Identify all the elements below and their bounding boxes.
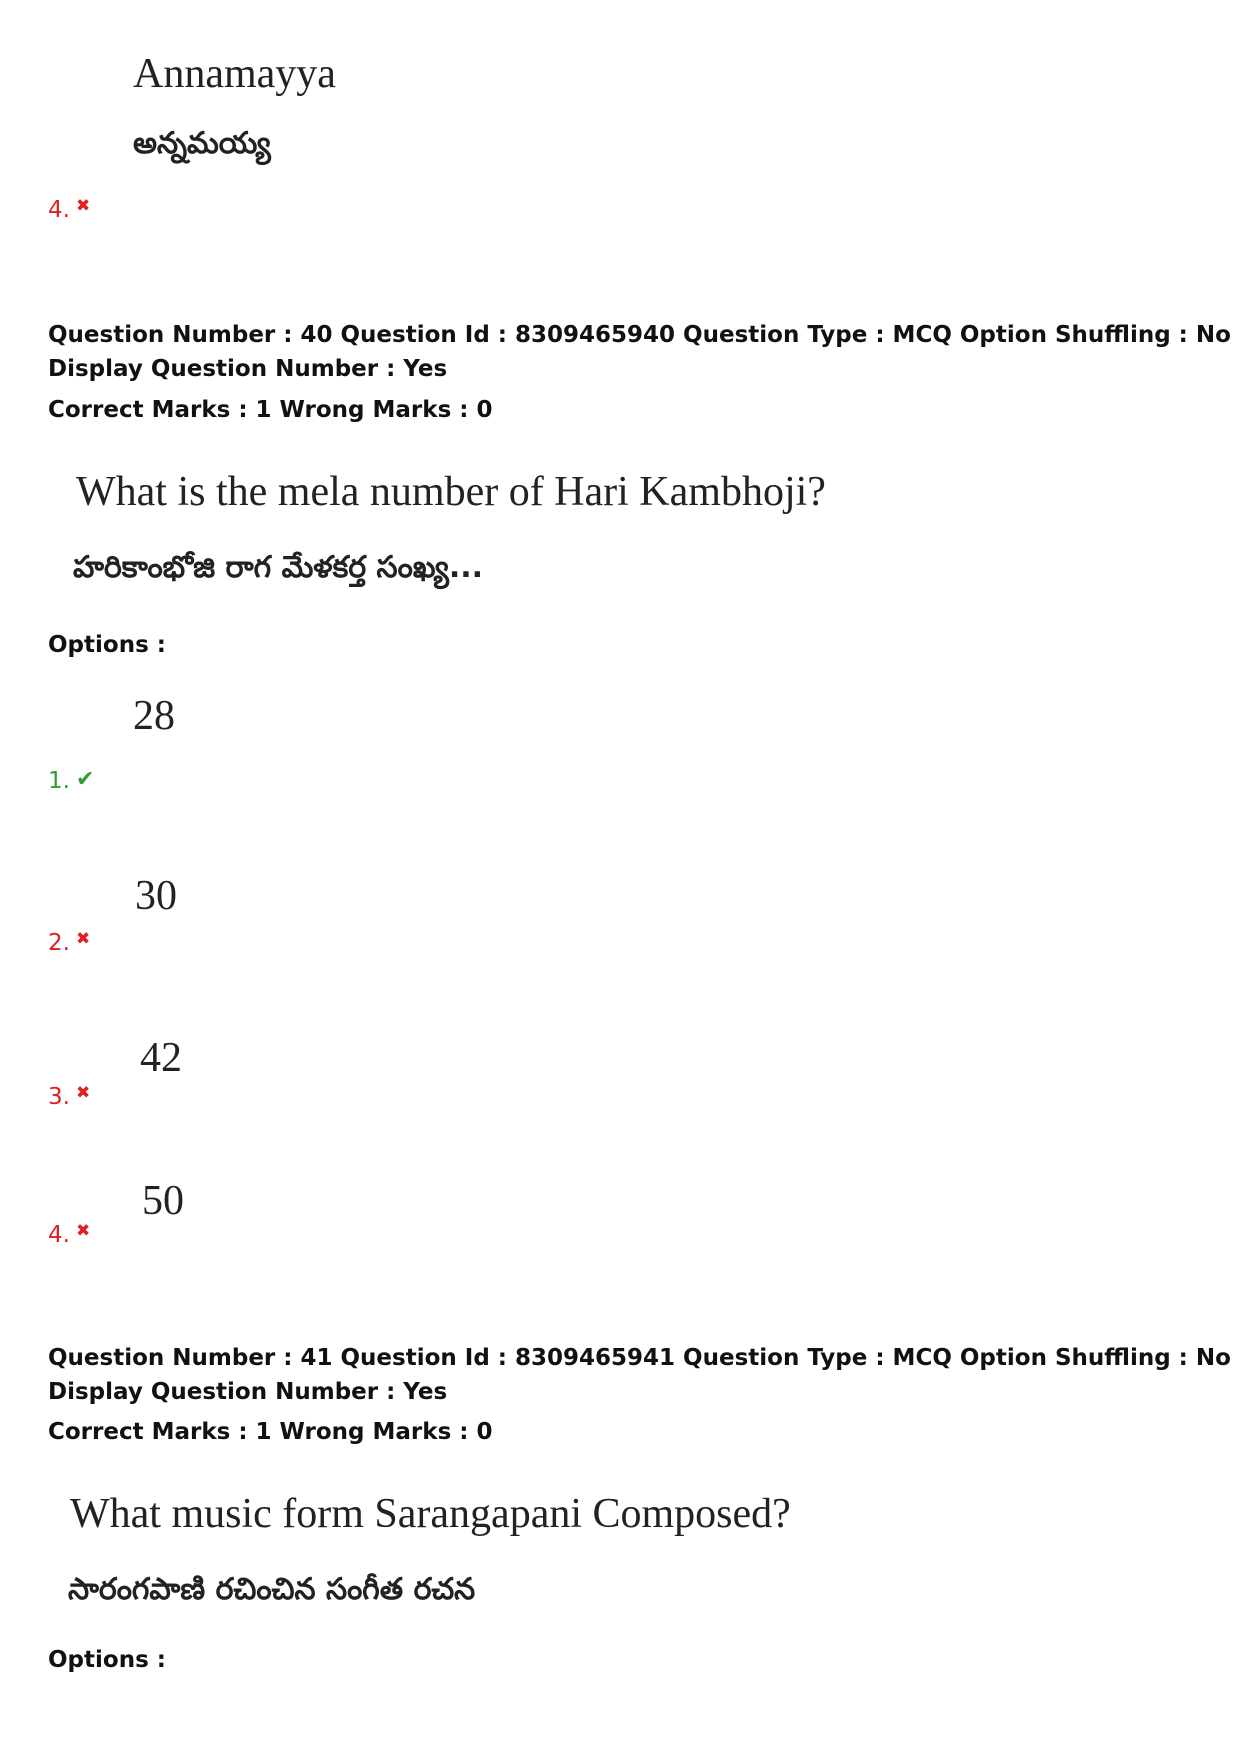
option-number: 3. bbox=[48, 1084, 70, 1110]
q41-options-label: Options : bbox=[48, 1647, 166, 1673]
prev-option-4-english: Annamayya bbox=[133, 51, 336, 97]
wrong-icon: ✖ bbox=[75, 1221, 91, 1241]
q40-option-1-value: 28 bbox=[133, 693, 175, 739]
prev-option-4-telugu: అన్నమయ్య bbox=[133, 126, 271, 161]
option-number: 4. bbox=[48, 1222, 70, 1248]
q40-option-3-label bbox=[48, 1084, 90, 1110]
q41-meta-line2: Display Question Number : Yes bbox=[48, 1379, 448, 1405]
q40-option-3-value: 42 bbox=[140, 1035, 182, 1081]
option-number: 4. bbox=[48, 197, 70, 223]
q40-meta-line2: Display Question Number : Yes bbox=[48, 356, 448, 382]
q41-meta-line1: Question Number : 41 Question Id : 8309465941 Question Type : MCQ Option Shuffling : No bbox=[48, 1345, 1231, 1371]
wrong-icon: ✖ bbox=[75, 929, 91, 949]
q41-question-english: What music form Sarangapani Composed? bbox=[70, 1491, 791, 1537]
q41-marks: Correct Marks : 1 Wrong Marks : 0 bbox=[48, 1419, 493, 1445]
q40-marks: Correct Marks : 1 Wrong Marks : 0 bbox=[48, 397, 493, 423]
q40-option-2-value: 30 bbox=[135, 873, 177, 919]
q40-option-2-label bbox=[48, 930, 90, 956]
check-icon: ✔ bbox=[75, 767, 95, 792]
wrong-icon: ✖ bbox=[75, 196, 91, 216]
q40-options-label: Options : bbox=[48, 632, 166, 658]
q40-question-english: What is the mela number of Hari Kambhoji? bbox=[76, 469, 826, 515]
q40-option-4-value: 50 bbox=[142, 1178, 184, 1224]
wrong-icon: ✖ bbox=[75, 1083, 91, 1103]
q40-meta-line1: Question Number : 40 Question Id : 8309465940 Question Type : MCQ Option Shuffling : No bbox=[48, 322, 1231, 348]
q40-question-telugu: హరికాంభోజి రాగ మేళకర్త సంఖ్య... bbox=[73, 550, 484, 585]
q40-option-1-label bbox=[48, 768, 94, 794]
q41-question-telugu: సారంగపాణి రచించిన సంగీత రచన bbox=[68, 1572, 476, 1607]
option-number: 1. bbox=[48, 768, 70, 794]
q40-option-4-label bbox=[48, 1222, 90, 1248]
option-number: 2. bbox=[48, 930, 70, 956]
prev-option-4-label bbox=[48, 197, 90, 223]
